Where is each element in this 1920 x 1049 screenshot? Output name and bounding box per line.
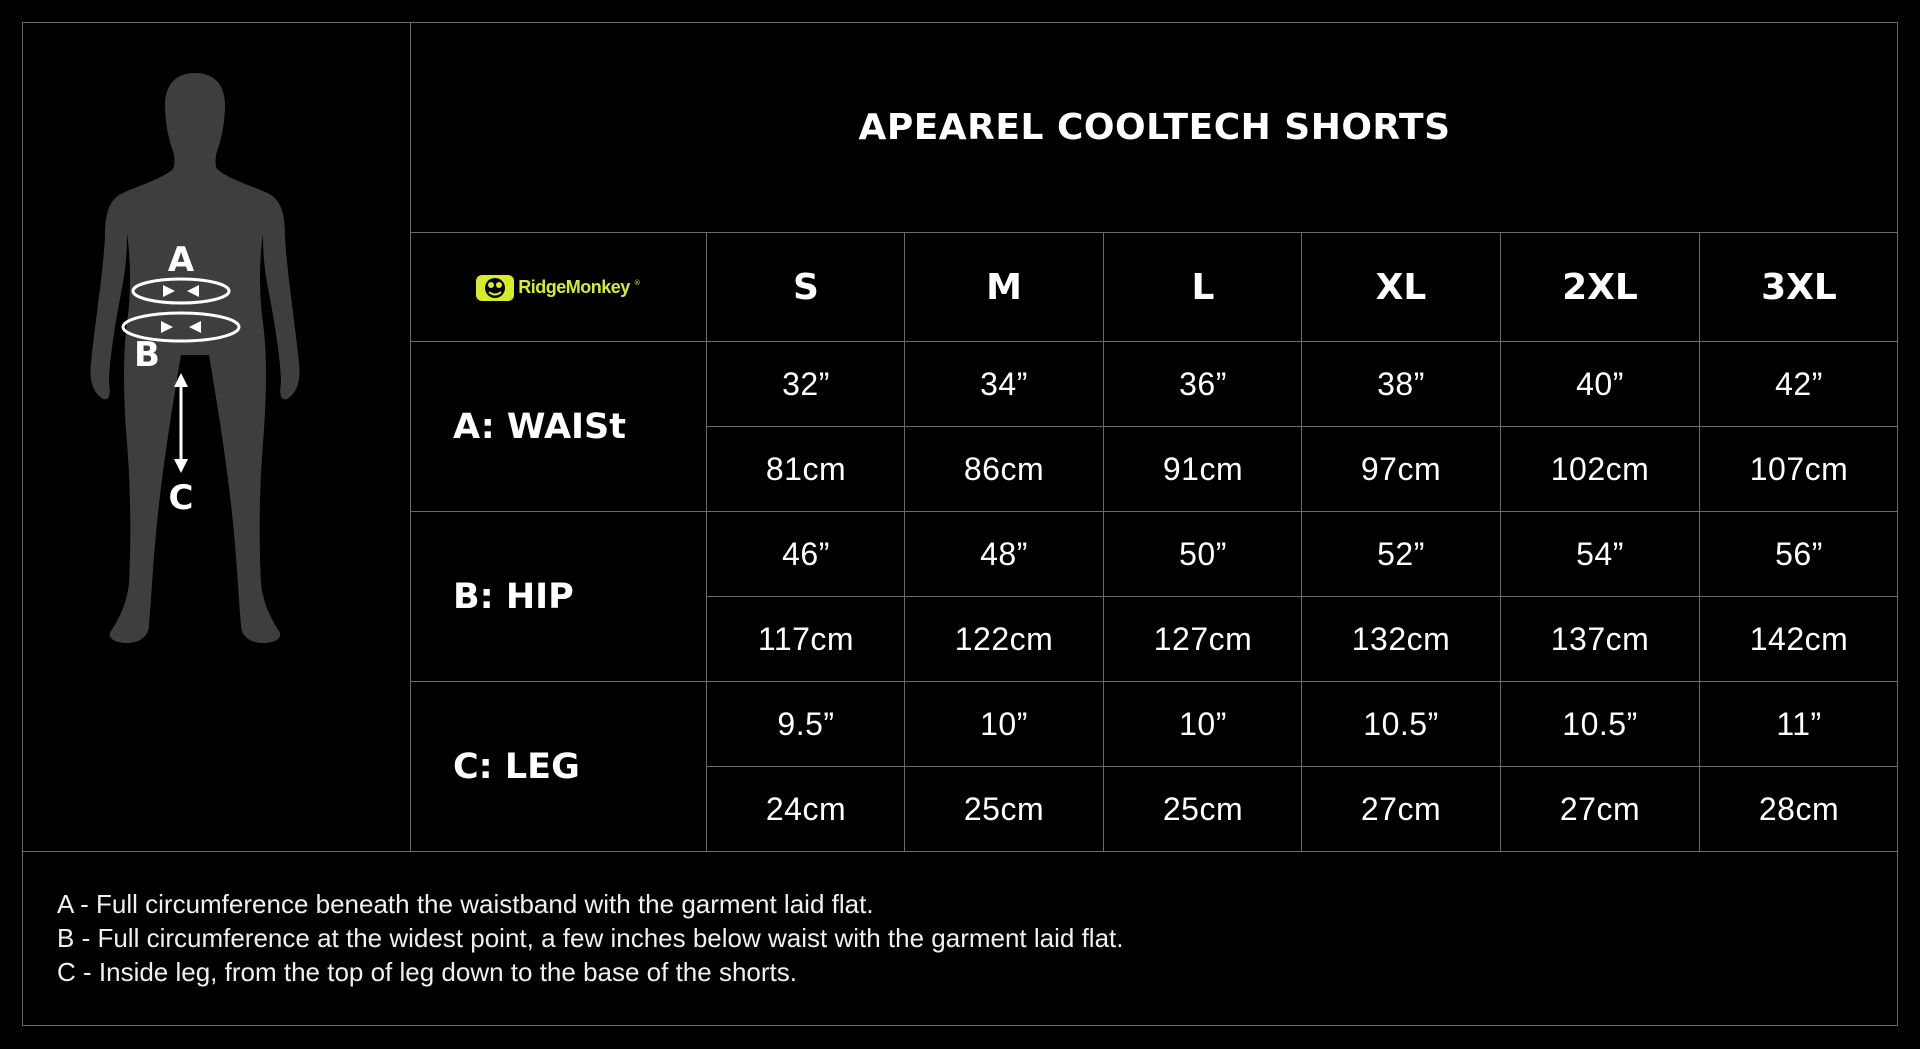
table-cell: 81cm <box>765 451 847 487</box>
row-label-hip: B: HIP <box>453 577 574 617</box>
table-cell: 46” <box>782 536 830 572</box>
table-cell: 122cm <box>954 621 1054 657</box>
table-cell: 117cm <box>757 621 855 657</box>
size-chart <box>22 22 1898 1026</box>
table-cell: 54” <box>1576 536 1624 572</box>
size-header-xl: XL <box>1375 267 1427 308</box>
size-header-m: M <box>986 267 1022 308</box>
table-cell: 102cm <box>1550 451 1650 487</box>
table-cell: 27cm <box>1559 791 1641 827</box>
table-cell: 27cm <box>1360 791 1442 827</box>
table-cell: 25cm <box>963 791 1045 827</box>
table-cell: 132cm <box>1351 621 1451 657</box>
page-title: APEAREL COOLTECH SHORTS <box>858 107 1451 148</box>
marker-b: B <box>134 335 160 375</box>
table-cell: 10” <box>980 706 1028 742</box>
registered-mark: ® <box>633 278 641 287</box>
table-cell: 34” <box>980 366 1028 402</box>
table-cell: 28cm <box>1758 791 1840 827</box>
row-label-leg: C: LEG <box>453 747 580 787</box>
table-cell: 91cm <box>1162 451 1244 487</box>
table-cell: 40” <box>1576 366 1624 402</box>
table-cell: 56” <box>1775 536 1823 572</box>
measurement-notes <box>57 887 1123 989</box>
note-a: A - Full circumference beneath the waistband with the garment laid flat. <box>57 889 874 919</box>
size-header-l: L <box>1191 267 1215 308</box>
marker-c: C <box>168 478 194 518</box>
table-cell: 10” <box>1179 706 1227 742</box>
table-cell: 127cm <box>1153 621 1253 657</box>
table-cell: 142cm <box>1749 621 1849 657</box>
table-cell: 107cm <box>1749 451 1849 487</box>
row-label-waist: A: WAISt <box>453 407 627 447</box>
table-cell: 25cm <box>1162 791 1244 827</box>
monkey-logo-icon <box>476 273 514 303</box>
table-cell: 50” <box>1179 536 1227 572</box>
table-cell: 10.5” <box>1562 706 1638 742</box>
note-c: C - Inside leg, from the top of leg down to the base of the shorts. <box>57 957 797 987</box>
size-header-s: S <box>793 267 819 308</box>
table-cell: 24cm <box>765 791 847 827</box>
note-b: B - Full circumference at the widest point, a few inches below waist with the garment laid flat. <box>57 923 1124 953</box>
table-cell: 36” <box>1179 366 1227 402</box>
body-silhouette-icon <box>23 23 410 851</box>
body-figure <box>23 23 410 851</box>
table-cell: 137cm <box>1550 621 1650 657</box>
table-cell: 38” <box>1377 366 1425 402</box>
table-cell: 32” <box>782 366 830 402</box>
table-cell: 9.5” <box>777 706 835 742</box>
table-cell: 52” <box>1377 536 1425 572</box>
table-cell: 10.5” <box>1363 706 1439 742</box>
brand-logo <box>411 233 706 342</box>
table-cell: 86cm <box>963 451 1045 487</box>
marker-a: A <box>167 240 195 280</box>
table-cell: 48” <box>980 536 1028 572</box>
table-cell: 42” <box>1775 366 1823 402</box>
size-header-2xl: 2XL <box>1562 267 1638 308</box>
table-cell: 97cm <box>1360 451 1442 487</box>
size-header-3xl: 3XL <box>1761 267 1837 308</box>
table-cell: 11” <box>1776 706 1822 742</box>
brand-name: RidgeMonkey <box>518 277 630 297</box>
